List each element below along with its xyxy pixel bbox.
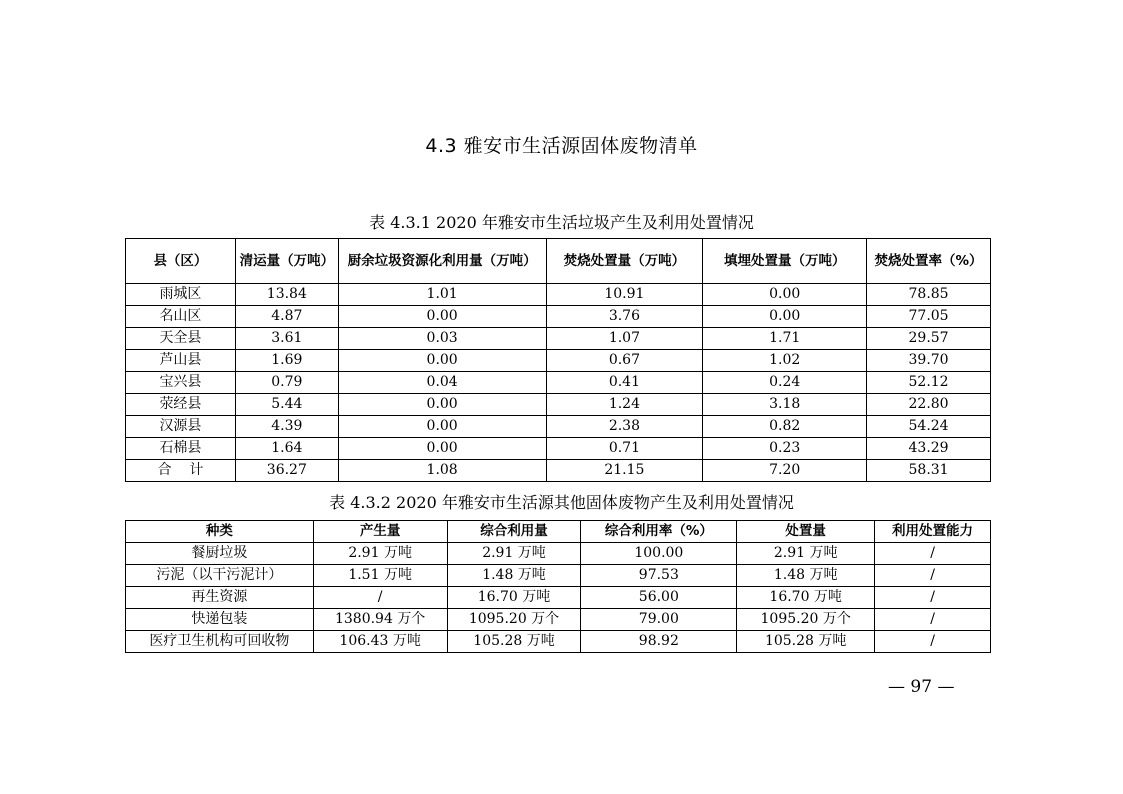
other-waste-table (125, 520, 991, 653)
cell: 36.27 (235, 460, 338, 482)
cell: 105.28 万吨 (447, 631, 581, 653)
cell: 再生资源 (126, 587, 314, 609)
cell: / (875, 631, 991, 653)
cell: 54.24 (867, 416, 991, 438)
cell: 43.29 (867, 438, 991, 460)
cell: / (875, 587, 991, 609)
header-landfill: 填埋处置量（万吨） (703, 239, 867, 284)
table2-caption: 表 4.3.2 2020 年雅安市生活源其他固体废物产生及利用处置情况 (329, 493, 794, 512)
page-number: — 97 — (888, 677, 955, 697)
cell: 石棉县 (126, 438, 236, 460)
cell: 1.24 (546, 394, 703, 416)
header-capacity: 利用处置能力 (875, 521, 991, 543)
table1-caption: 表 4.3.1 2020 年雅安市生活垃圾产生及利用处置情况 (369, 213, 754, 232)
cell: 1.02 (703, 350, 867, 372)
cell: 0.71 (546, 438, 703, 460)
cell: 5.44 (235, 394, 338, 416)
cell: 13.84 (235, 284, 338, 306)
cell: 2.91 万吨 (313, 543, 447, 565)
header-collection: 清运量（万吨） (235, 239, 338, 284)
cell: 2.38 (546, 416, 703, 438)
cell: 77.05 (867, 306, 991, 328)
cell: 29.57 (867, 328, 991, 350)
cell: 22.80 (867, 394, 991, 416)
cell: 芦山县 (126, 350, 236, 372)
cell: 4.39 (235, 416, 338, 438)
cell: 78.85 (867, 284, 991, 306)
cell: 16.70 万吨 (447, 587, 581, 609)
cell: 79.00 (581, 609, 737, 631)
table-row (126, 306, 991, 328)
cell: 1.69 (235, 350, 338, 372)
header-utilization: 综合利用量 (447, 521, 581, 543)
cell: 21.15 (546, 460, 703, 482)
cell: 名山区 (126, 306, 236, 328)
cell: 52.12 (867, 372, 991, 394)
cell: 1.48 万吨 (737, 565, 875, 587)
cell: 1.51 万吨 (313, 565, 447, 587)
cell: 合 计 (126, 460, 236, 482)
header-disposal: 处置量 (737, 521, 875, 543)
header-incineration-rate: 焚烧处置率（%） (867, 239, 991, 284)
cell: 0.00 (338, 394, 546, 416)
cell: 宝兴县 (126, 372, 236, 394)
cell: 39.70 (867, 350, 991, 372)
cell: 0.00 (703, 284, 867, 306)
header-generation: 产生量 (313, 521, 447, 543)
cell: 98.92 (581, 631, 737, 653)
cell: 医疗卫生机构可回收物 (126, 631, 314, 653)
cell: 0.00 (338, 350, 546, 372)
table-row (126, 350, 991, 372)
cell: 餐厨垃圾 (126, 543, 314, 565)
cell: 0.41 (546, 372, 703, 394)
cell: 0.00 (338, 306, 546, 328)
cell: 1.07 (546, 328, 703, 350)
table-header-row (126, 239, 991, 284)
cell: / (313, 587, 447, 609)
cell: 1.64 (235, 438, 338, 460)
cell: 0.00 (703, 306, 867, 328)
cell: 58.31 (867, 460, 991, 482)
cell: 1.71 (703, 328, 867, 350)
header-type: 种类 (126, 521, 314, 543)
cell: 2.91 万吨 (737, 543, 875, 565)
cell: 0.23 (703, 438, 867, 460)
cell: 快递包装 (126, 609, 314, 631)
cell: 荥经县 (126, 394, 236, 416)
header-incineration: 焚烧处置量（万吨） (546, 239, 703, 284)
cell: 2.91 万吨 (447, 543, 581, 565)
cell: 0.00 (338, 416, 546, 438)
cell: 1095.20 万个 (737, 609, 875, 631)
cell: 汉源县 (126, 416, 236, 438)
cell: / (875, 565, 991, 587)
cell: 7.20 (703, 460, 867, 482)
cell: 3.61 (235, 328, 338, 350)
header-utilization-rate: 综合利用率（%） (581, 521, 737, 543)
cell: 3.18 (703, 394, 867, 416)
cell: 0.03 (338, 328, 546, 350)
table-row (126, 609, 991, 631)
cell: 天全县 (126, 328, 236, 350)
table-total-row (126, 460, 991, 482)
cell: 56.00 (581, 587, 737, 609)
cell: 1380.94 万个 (313, 609, 447, 631)
cell: 0.67 (546, 350, 703, 372)
cell: 1.48 万吨 (447, 565, 581, 587)
cell: 100.00 (581, 543, 737, 565)
cell: 0.00 (338, 438, 546, 460)
cell: 1.08 (338, 460, 546, 482)
table-row (126, 372, 991, 394)
cell: 0.82 (703, 416, 867, 438)
cell: 污泥（以干污泥计） (126, 565, 314, 587)
table-row (126, 394, 991, 416)
cell: 0.79 (235, 372, 338, 394)
cell: 10.91 (546, 284, 703, 306)
table-row (126, 438, 991, 460)
cell: 0.24 (703, 372, 867, 394)
cell: 0.04 (338, 372, 546, 394)
table-row (126, 284, 991, 306)
table-header-row (126, 521, 991, 543)
cell: 97.53 (581, 565, 737, 587)
table-row (126, 328, 991, 350)
waste-disposal-table (125, 238, 991, 482)
cell: / (875, 543, 991, 565)
cell: / (875, 609, 991, 631)
cell: 105.28 万吨 (737, 631, 875, 653)
cell: 1095.20 万个 (447, 609, 581, 631)
cell: 雨城区 (126, 284, 236, 306)
cell: 4.87 (235, 306, 338, 328)
table-row (126, 587, 991, 609)
header-county: 县（区） (126, 239, 236, 284)
header-kitchen-waste: 厨余垃圾资源化利用量（万吨） (338, 239, 546, 284)
cell: 16.70 万吨 (737, 587, 875, 609)
table-row (126, 565, 991, 587)
cell: 1.01 (338, 284, 546, 306)
section-title: 4.3 雅安市生活源固体废物清单 (425, 135, 698, 157)
cell: 106.43 万吨 (313, 631, 447, 653)
cell: 3.76 (546, 306, 703, 328)
table-row (126, 416, 991, 438)
table-row (126, 631, 991, 653)
table-row (126, 543, 991, 565)
